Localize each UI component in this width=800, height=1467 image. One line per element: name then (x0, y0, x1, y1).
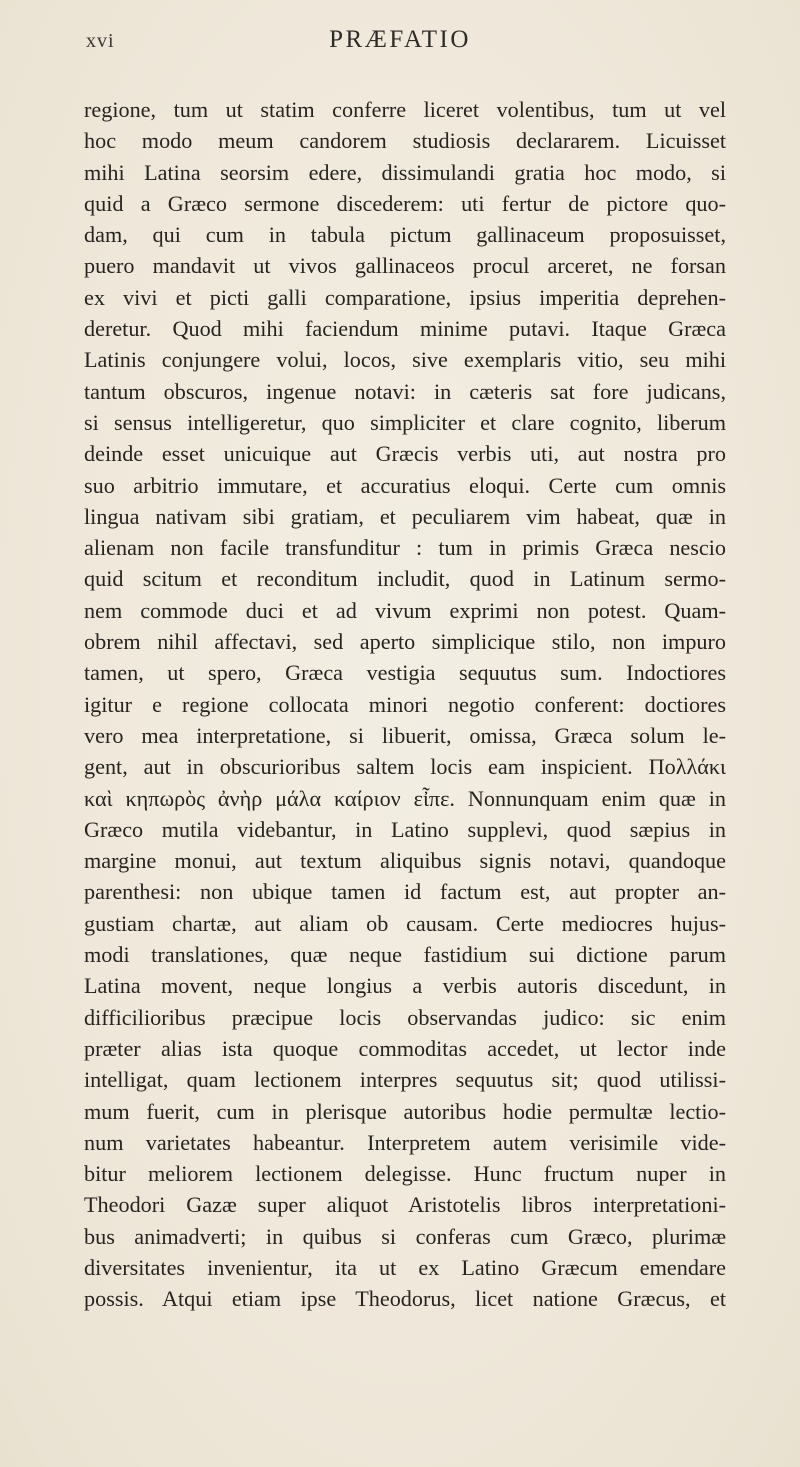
text-line: difficilioribus præcipue locis observandas judico: sic enim (84, 1004, 726, 1030)
text-line: num varietates habeantur. Interpretem autem verisimile vide- (84, 1129, 726, 1155)
text-line: igitur e regione collocata minori negotio conferent: doctiores (84, 691, 726, 717)
text-line: margine monui, aut textum aliquibus signis notavi, quandoque (84, 848, 726, 874)
text-line: possis. Atqui etiam ipse Theodorus, licet natione Græcus, et (84, 1286, 726, 1312)
text-line: alienam non facile transfunditur : tum in primis Græca nescio (84, 535, 726, 561)
text-line: parenthesi: non ubique tamen id factum est, aut propter an- (84, 879, 726, 905)
text-line: gent, aut in obscurioribus saltem locis eam inspicient. Πολλάκι (84, 754, 726, 780)
text-line: hoc modo meum candorem studiosis declararem. Licuisset (84, 128, 726, 154)
text-line: Theodori Gazæ super aliquot Aristotelis libros interpretationi- (84, 1192, 726, 1218)
text-line: tamen, ut spero, Græca vestigia sequutus sum. Indoctiores (84, 660, 726, 686)
body-text (84, 94, 726, 1315)
text-line: quid a Græco sermone discederem: uti fertur de pictore quo- (84, 190, 726, 216)
text-line: deinde esset unicuique aut Græcis verbis uti, aut nostra pro (84, 441, 726, 467)
text-line: obrem nihil affectavi, sed aperto simplicique stilo, non impuro (84, 629, 726, 655)
page-number: xvi (86, 30, 115, 52)
text-line: quid scitum et reconditum includit, quod in Latinum sermo- (84, 566, 726, 592)
text-line: puero mandavit ut vivos gallinaceos procul arceret, ne forsan (84, 253, 726, 279)
text-line: diversitates invenientur, ita ut ex Latino Græcum emendare (84, 1254, 726, 1280)
text-line: deretur. Quod mihi faciendum minime putavi. Itaque Græca (84, 316, 726, 342)
text-line: Latina movent, neque longius a verbis autoris discedunt, in (84, 973, 726, 999)
text-line: mihi Latina seorsim edere, dissimulandi gratia hoc modo, si (84, 159, 726, 185)
text-line: bus animadverti; in quibus si conferas cum Græco, plurimæ (84, 1223, 726, 1249)
text-line: regione, tum ut statim conferre liceret volentibus, tum ut vel (84, 97, 726, 122)
text-line: gustiam chartæ, aut aliam ob causam. Certe mediocres hujus- (84, 910, 726, 936)
text-line: vero mea interpretatione, si libuerit, omissa, Græca solum le- (84, 722, 726, 748)
text-line: lingua nativam sibi gratiam, et peculiarem vim habeat, quæ in (84, 503, 726, 529)
text-line: intelligat, quam lectionem interpres sequutus sit; quod utilissi- (84, 1067, 726, 1093)
text-line: tantum obscuros, ingenue notavi: in cæteris sat fore judicans, (84, 378, 726, 404)
text-line-greek: καὶ κηπωρὸς ἀνὴρ μάλα καίριον εἶπε. Nonnunquam enim quæ in (84, 785, 726, 811)
running-head (0, 22, 800, 62)
text-line: præter alias ista quoque commoditas accedet, ut lector inde (84, 1035, 726, 1061)
text-line: mum fuerit, cum in plerisque autoribus hodie permultæ lectio- (84, 1098, 726, 1124)
text-line: Latinis conjungere volui, locos, sive exemplaris vitio, seu mihi (84, 347, 726, 373)
text-line: dam, qui cum in tabula pictum gallinaceum proposuisset, (84, 222, 726, 248)
text-line: si sensus intelligeretur, quo simpliciter et clare cognito, liberum (84, 409, 726, 435)
text-line: bitur meliorem lectionem delegisse. Hunc fructum nuper in (84, 1161, 726, 1187)
text-line: Græco mutila videbantur, in Latino supplevi, quod sæpius in (84, 816, 726, 842)
text-line: nem commode duci et ad vivum exprimi non potest. Quam- (84, 597, 726, 623)
text-line: suo arbitrio immutare, et accuratius eloqui. Certe cum omnis (84, 472, 726, 498)
text-line: modi translationes, quæ neque fastidium sui dictione parum (84, 942, 726, 968)
running-title: PRÆFATIO (329, 26, 471, 53)
text-line: ex vivi et picti galli comparatione, ipsius imperitia deprehen- (84, 284, 726, 310)
